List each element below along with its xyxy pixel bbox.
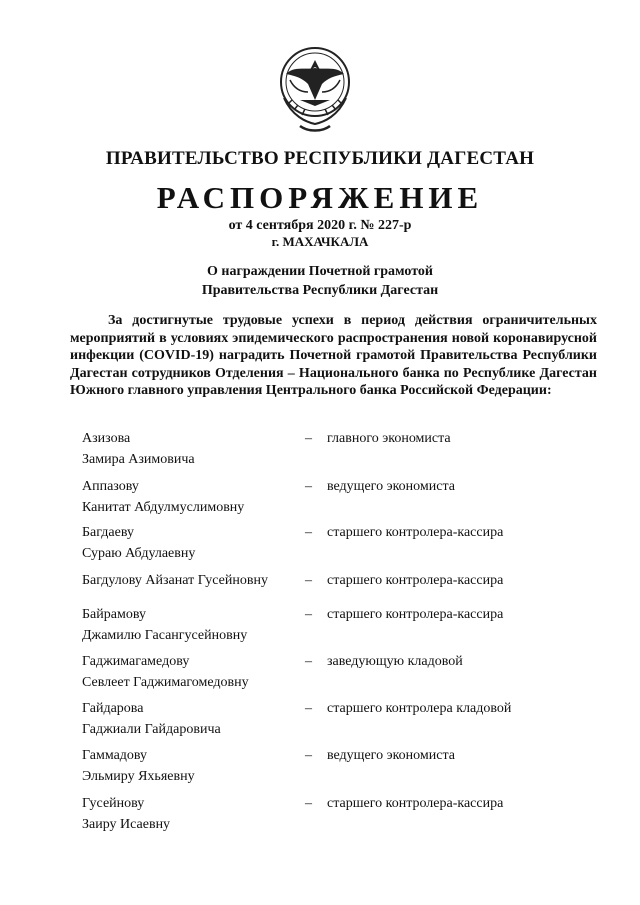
awardee-position: ведущего экономиста	[327, 479, 455, 494]
awardee-given-names: Сураю Абдулаевну	[82, 546, 196, 561]
awardee-given-names: Гаджиали Гайдаровича	[82, 722, 221, 737]
awardee-surname: Аппазову	[82, 479, 139, 494]
dash-separator: –	[305, 701, 312, 716]
awardee-position: старшего контролера кладовой	[327, 701, 512, 716]
awardee-name	[82, 522, 302, 564]
dash-separator: –	[305, 607, 312, 622]
government-name: ПРАВИТЕЛЬСТВО РЕСПУБЛИКИ ДАГЕСТАН	[105, 148, 535, 169]
awardee-position: заведующую кладовой	[327, 654, 463, 669]
awardee-given-names: Севлеет Гаджимагомедовну	[82, 675, 249, 690]
awardee-surname: Гайдарова	[82, 701, 144, 716]
awardee-given-names: Заиру Исаевну	[82, 817, 171, 832]
awardee-surname: Багдаеву	[82, 525, 134, 540]
date-and-number: от 4 сентября 2020 г. № 227-р	[228, 218, 412, 233]
awardee-name	[82, 428, 302, 470]
awardee-surname: Гаджимагамедову	[82, 654, 190, 669]
dash-separator: –	[305, 525, 312, 540]
awardee-given-names: Замира Азимовича	[82, 452, 195, 467]
awardee-surname: Гусейнову	[82, 796, 145, 811]
awardee-position: старшего контролера-кассира	[327, 525, 504, 540]
awardee-name	[82, 570, 302, 591]
awardee-position: старшего контролера-кассира	[327, 796, 504, 811]
awardee-given-names: Джамилю Гасангусейновну	[82, 628, 248, 643]
dash-separator: –	[305, 654, 312, 669]
awardee-given-names: Канитат Абдулмуслимовну	[82, 500, 245, 515]
awardee-name	[82, 745, 302, 787]
awardee-name	[82, 793, 302, 835]
awardee-name	[82, 651, 302, 693]
awardee-name	[82, 604, 302, 646]
subject-line-1: О награждении Почетной грамотой	[207, 264, 433, 279]
awardee-position: старшего контролера-кассира	[327, 573, 504, 588]
document-type-title: РАСПОРЯЖЕНИЕ	[156, 180, 484, 215]
city-name: г. МАХАЧКАЛА	[271, 234, 369, 249]
dash-separator: –	[305, 796, 312, 811]
resolution-text: За достигнутые трудовые успехи в период действия ограничительных мероприятий в условиях эпидемического распространения новой коронавирусной инфекции (COVID-19) наградить Почетной грамотой Правительства Республики Дагестан сотрудников Отделения – Национального банка по Республике Дагестан Южного главного управления Центрального банка Российской Федерации:	[70, 313, 597, 398]
awardee-surname: Гаммадову	[82, 748, 148, 763]
dash-separator: –	[305, 431, 312, 446]
coat-of-arms-emblem	[270, 40, 360, 140]
awardee-surname: Азизова	[82, 431, 131, 446]
awardee-name	[82, 476, 302, 518]
dash-separator: –	[305, 479, 312, 494]
awardee-surname: Байрамову	[82, 607, 146, 622]
awardee-surname: Багдулову Айзанат Гусейновну	[82, 573, 268, 588]
awardee-given-names: Эльмиру Яхьяевну	[82, 769, 195, 784]
awardee-position: старшего контролера-кассира	[327, 607, 504, 622]
document-subject	[0, 262, 640, 300]
awardee-position: ведущего экономиста	[327, 748, 455, 763]
dash-separator: –	[305, 748, 312, 763]
awardee-name	[82, 698, 302, 740]
awardee-position: главного экономиста	[327, 431, 451, 446]
dash-separator: –	[305, 573, 312, 588]
subject-line-2: Правительства Республики Дагестан	[201, 283, 439, 298]
